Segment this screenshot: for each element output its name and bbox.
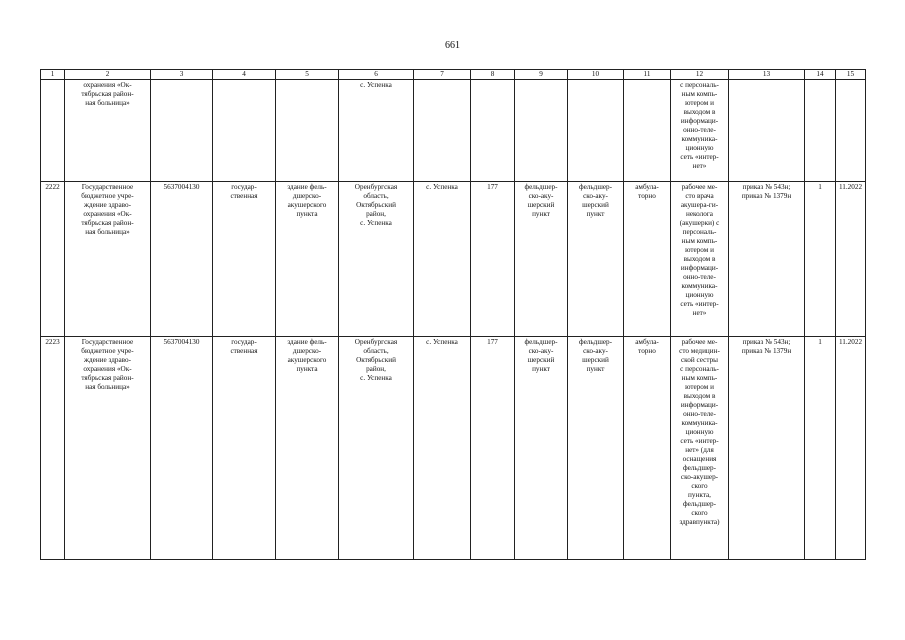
- column-header: 4: [213, 70, 276, 80]
- column-header: 6: [339, 70, 414, 80]
- table-cell: [805, 80, 836, 182]
- table-row: [41, 182, 866, 337]
- table-cell: 2222: [41, 182, 65, 337]
- table-cell: 1: [805, 337, 836, 560]
- table-cell: рабочее ме- сто врача акушера-ги- неколога (акушерки) с персональ- ным компь- ютером и выходом в информаци- онно-теле- коммуника- ционную сеть «интер- нет»: [671, 182, 729, 337]
- column-header: 14: [805, 70, 836, 80]
- table-cell: [729, 80, 805, 182]
- table-cell: с. Успенка: [414, 337, 471, 560]
- table-cell: [414, 80, 471, 182]
- table-cell: [276, 80, 339, 182]
- table-cell: 2223: [41, 337, 65, 560]
- table-cell: Оренбургская область, Октябрьский район, с. Успенка: [339, 182, 414, 337]
- table-cell: фельдшер- ско-аку- шерский пункт: [568, 182, 624, 337]
- column-header: 2: [65, 70, 151, 80]
- table-cell: охранения «Ок- тябрьская район- ная больница»: [65, 80, 151, 182]
- table-cell: [41, 80, 65, 182]
- column-header: 15: [836, 70, 866, 80]
- table-cell: [471, 80, 515, 182]
- column-header: 1: [41, 70, 65, 80]
- table-cell: с. Успенка: [414, 182, 471, 337]
- column-header: 5: [276, 70, 339, 80]
- page-number: 661: [445, 40, 460, 51]
- table-cell: здание фель- дшерско- акушерского пункта: [276, 182, 339, 337]
- data-table: [40, 69, 866, 560]
- table-cell: [213, 80, 276, 182]
- table-cell: Оренбургская область, Октябрьский район, с. Успенка: [339, 337, 414, 560]
- table-row: [41, 337, 866, 560]
- table-cell: 1: [805, 182, 836, 337]
- table-cell: приказ № 543н; приказ № 1379н: [729, 337, 805, 560]
- table-cell: рабочее ме- сто медицин- ской сестры с персональ- ным компь- ютером и выходом в информаци- онно-теле- коммуника- ционную сеть «интер- нет» (для оснащения фельдшер- ско-акушер- ского пункта, фельдшер- ского здравпункта): [671, 337, 729, 560]
- table-cell: 11.2022: [836, 337, 866, 560]
- table-cell: 11.2022: [836, 182, 866, 337]
- table-cell: с персональ- ным компь- ютером и выходом в информаци- онно-теле- коммуника- ционную сеть «интер- нет»: [671, 80, 729, 182]
- column-number-row: [41, 70, 866, 80]
- column-header: 7: [414, 70, 471, 80]
- table-cell: фельдшер- ско-аку- шерский пункт: [515, 182, 568, 337]
- column-header: 13: [729, 70, 805, 80]
- table-row: [41, 80, 866, 182]
- table-cell: Государственное бюджетное учре- ждение здраво- охранения «Ок- тябрьская район- ная больница»: [65, 337, 151, 560]
- table-cell: [151, 80, 213, 182]
- table-cell: государ- ственная: [213, 182, 276, 337]
- column-header: 12: [671, 70, 729, 80]
- table-cell: с. Успенка: [339, 80, 414, 182]
- table-cell: 177: [471, 337, 515, 560]
- table-cell: приказ № 543н; приказ № 1379н: [729, 182, 805, 337]
- table-cell: фельдшер- ско-аку- шерский пункт: [568, 337, 624, 560]
- table-cell: 5637004130: [151, 337, 213, 560]
- table-cell: [624, 80, 671, 182]
- table-cell: 177: [471, 182, 515, 337]
- table-cell: амбула- торно: [624, 182, 671, 337]
- table-cell: [836, 80, 866, 182]
- column-header: 11: [624, 70, 671, 80]
- table-cell: [515, 80, 568, 182]
- table-cell: 5637004130: [151, 182, 213, 337]
- table-cell: фельдшер- ско-аку- шерский пункт: [515, 337, 568, 560]
- column-header: 8: [471, 70, 515, 80]
- table-cell: амбула- торно: [624, 337, 671, 560]
- column-header: 10: [568, 70, 624, 80]
- table-cell: здание фель- дшерско- акушерского пункта: [276, 337, 339, 560]
- table-cell: государ- ственная: [213, 337, 276, 560]
- table-cell: [568, 80, 624, 182]
- column-header: 9: [515, 70, 568, 80]
- column-header: 3: [151, 70, 213, 80]
- table-cell: Государственное бюджетное учре- ждение здраво- охранения «Ок- тябрьская район- ная больница»: [65, 182, 151, 337]
